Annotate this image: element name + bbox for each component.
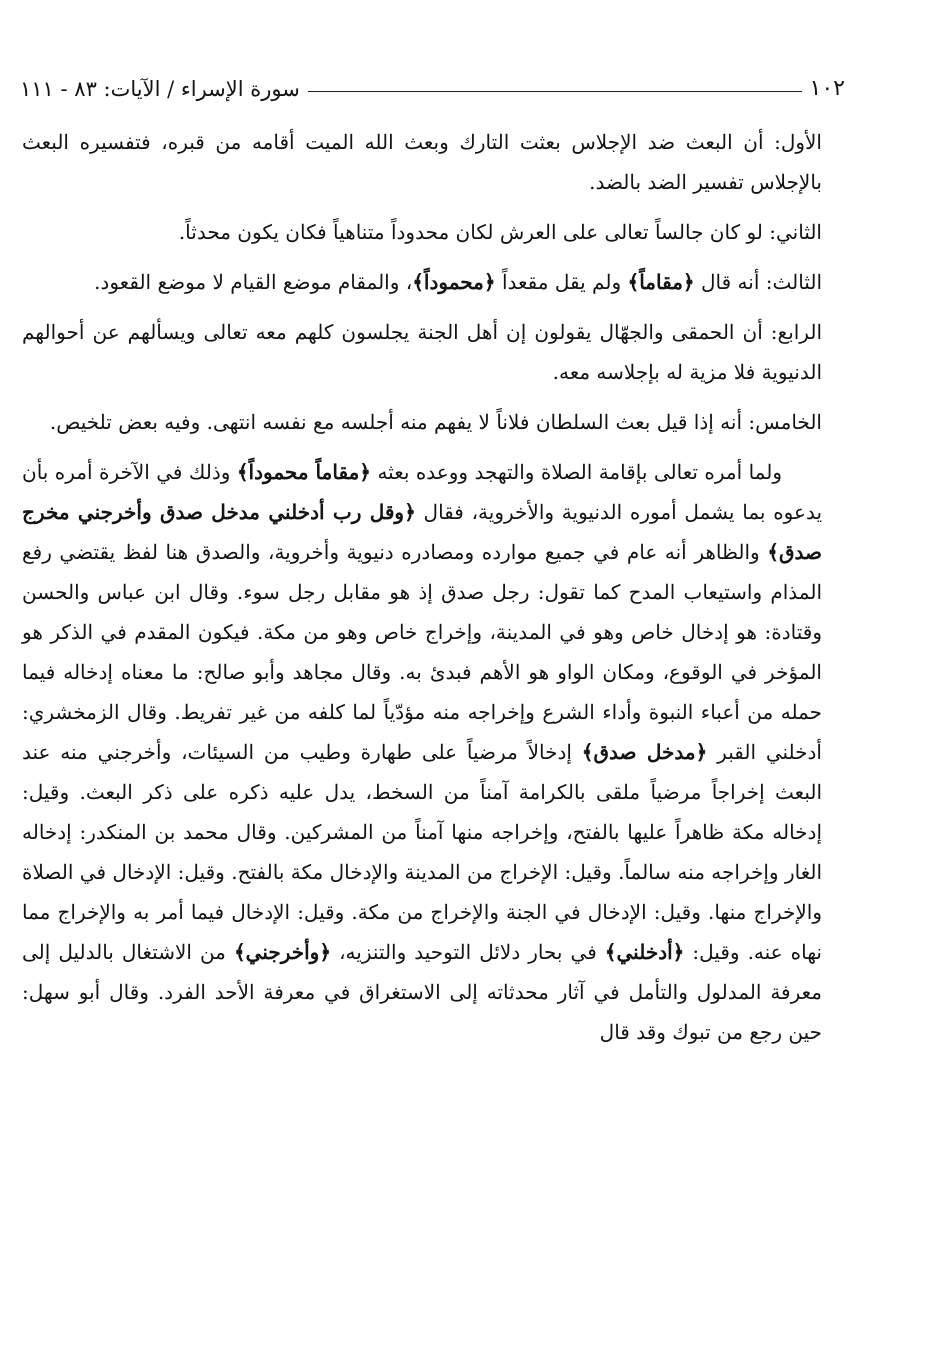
text-run: في بحار دلائل التوحيد والتنزيه، [331,940,605,964]
paragraph-fifth: الخامس: أنه إذا قيل بعث السلطان فلاناً لا يفهم منه أجلسه مع نفسه انتهى. وفيه بعض تلخيص. [49,410,822,434]
paragraph-third [22,262,822,302]
quran-quote: ﴿وقل رب أدخلني مدخل صدق وأخرجني مخرج صدق﴾ [22,500,822,564]
quran-quote: ﴿وأخرجني﴾ [233,940,332,964]
text-run: الثالث: أنه قال [694,270,822,294]
quran-quote: ﴿أدخلني﴾ [604,940,685,964]
paragraph-first: الأول: أن البعث ضد الإجلاس بعثت التارك وبعث الله الميت أقامه من قبره، فتفسيره البعث بالإجلاس تفسير الضد بالضد. [22,130,822,194]
text-run: وذلك في الآخرة أمره بأن يدعوه بما يشمل أموره الدنيوية والأخروية، فقال [22,460,823,524]
quran-quote: ﴿محموداً﴾ [412,270,496,294]
paragraph-second: الثاني: لو كان جالساً تعالى على العرش لكان محدوداً متناهياً فكان يكون محدثاً. [178,220,822,244]
text-run: والظاهر أنه عام في جميع موارده ومصادره دنيوية وأخروية، والصدق هنا لفظ يقتضي رفع المذام واستيعاب المدح كما تقول: رجل صدق إذ هو مقابل رجل سوء. وقال ابن عباس والحسن وقتادة: هو إدخال خاص وهو في المدينة، وإخراج خاص وهو من مكة. فيكون المقدم في الذكر هو المؤخر في الوقوع، ومكان الواو هو الأهم فبدئ به. وقال مجاهد وأبو صالح: ما معناه إدخاله فيما حمله من أعباء النبوة وأداء الشرع وإخراجه منه مؤدّياً لما كلفه من غير تفريط. وقال الزمخشري: أدخلني القبر [22,540,822,764]
text-run: من الاشتغال بالدليل إلى معرفة المدلول والتأمل في آثار محدثاته إلى الاستغراق في معرفة الأحد الفرد. وقال أبو سهل: حين رجع من تبوك وقد قال [22,940,822,1044]
running-header [20,72,845,106]
quran-quote: ﴿مقاماً محموداً﴾ [236,460,372,484]
running-title: سورة الإسراء / الآيات: ٨٣ - ١١١ [20,77,300,101]
text-run: ولما أمره تعالى بإقامة الصلاة والتهجد ووعده بعثه [371,460,782,484]
quran-quote: ﴿مدخل صدق﴾ [581,740,708,764]
paragraph-fourth: الرابع: أن الحمقى والجهّال يقولون إن أهل الجنة يجلسون كلهم معه تعالى ويسألهم عن أحوالهم الدنيوية فلا مزية له بإجلاسه معه. [22,320,822,384]
text-run: ، والمقام موضع القيام لا موضع القعود. [94,270,413,294]
quran-quote: ﴿مقاماً﴾ [627,270,695,294]
header-rule [308,91,802,92]
text-run: إدخالاً مرضياً على طهارة وطيب من السيئات، وأخرجني منه عند البعث إخراجاً مرضياً ملقى بالكرامة آمناً من السخط، يدل عليه ذكره على ذكر البعث. وقيل: إدخاله مكة ظاهراً عليها بالفتح، وإخراجه منها آمناً من المشركين. وقال محمد بن المنكدر: إدخاله الغار وإخراجه منه سالماً. وقيل: الإخراج من المدينة والإدخال مكة بالفتح. وقيل: الإدخال في الصلاة والإخراج منها. وقيل: الإدخال في الجنة والإخراج من مكة. وقيل: الإدخال فيما أمر به والإخراج مما نهاه عنه. وقيل: [22,740,823,964]
paragraph-main [22,452,822,1052]
body-text [22,122,822,1062]
page-number: ١٠٢ [809,76,845,101]
text-run: ولم يقل مقعداً [495,270,628,294]
